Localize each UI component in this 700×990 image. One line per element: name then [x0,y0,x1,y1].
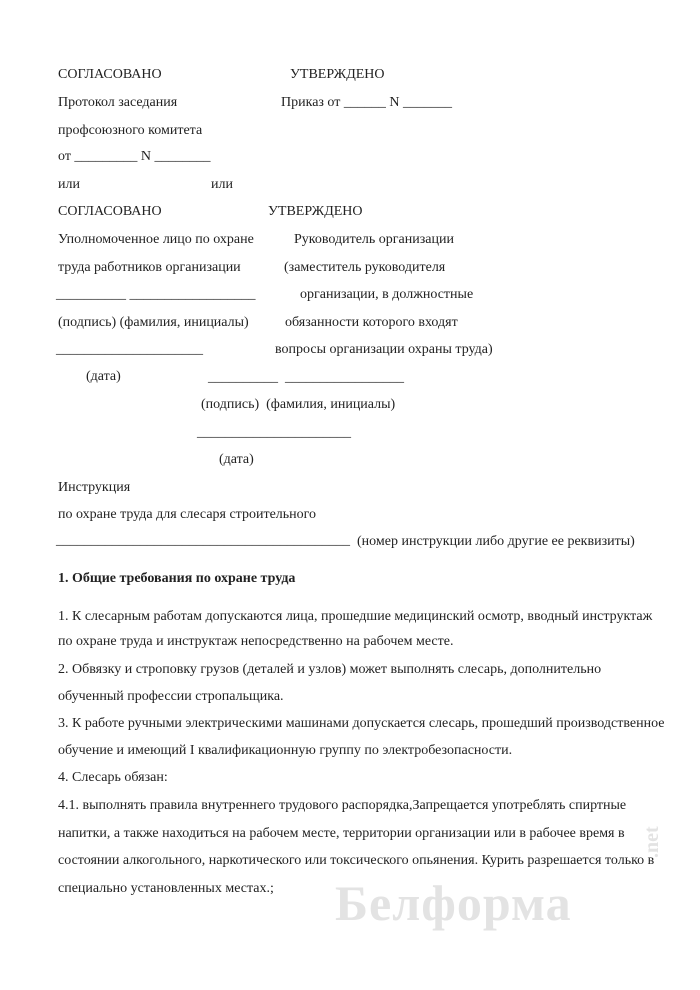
authorized-person-line-2: труда работников организации [58,260,241,275]
paragraph-line: по охране труда и инструктаж непосредственно на рабочем месте. [58,634,454,649]
approved-title-2: УТВЕРЖДЕНО [268,204,363,219]
instruction-title: Инструкция [58,480,131,495]
watermark-suffix: .net [641,826,663,858]
watermark-logo: Белформа [335,875,572,931]
authorized-person-line-1: Уполномоченное лицо по охране [58,232,254,247]
approved-title-1: УТВЕРЖДЕНО [290,67,385,82]
signature-lines-right: __________ _________________ [208,370,404,385]
paragraph-line: 4. Слесарь обязан: [58,770,168,785]
instruction-number-line: __________________________________________ [56,533,350,548]
union-line: профсоюзного комитета [58,123,203,138]
paragraph-line: специально установленных местах.; [58,881,274,896]
paragraph-line: напитки, а также находиться на рабочем месте, территории организации или в рабочее время в [58,826,625,841]
paragraph-line: состоянии алкогольного, наркотического или токсического опьянения. Курить разрешается только в [58,853,655,868]
instruction-subtitle: по охране труда для слесаря строительного [58,507,317,522]
date-caption-left: (дата) [86,369,121,384]
protocol-line: Протокол заседания [58,95,178,110]
protocol-from-line: от _________ N ________ [58,149,211,164]
agreed-title-1: СОГЛАСОВАНО [58,67,162,82]
manager-line-2: (заместитель руководителя [284,260,446,275]
manager-line-5: вопросы организации охраны труда) [275,342,493,357]
instruction-number-caption: (номер инструкции либо другие ее реквизиты) [357,534,635,549]
or-right: или [211,177,233,192]
signature-caption-right: (подпись) (фамилия, инициалы) [201,397,396,412]
signature-lines-left: __________ __________________ [56,287,256,302]
manager-line-3: организации, в должностные [300,287,474,302]
section-heading: 1. Общие требования по охране труда [58,571,296,586]
paragraph-line: 2. Обвязку и строповку грузов (деталей и узлов) может выполнять слесарь, дополнительно [58,662,602,677]
agreed-title-2: СОГЛАСОВАНО [58,204,162,219]
manager-line-1: Руководитель организации [294,232,454,247]
paragraph-line: 4.1. выполнять правила внутреннего трудового распорядка,Запрещается употреблять спиртные [58,798,627,813]
signature-caption-left: (подпись) (фамилия, инициалы) [58,315,249,330]
date-caption-right: (дата) [219,452,254,467]
date-line-left: _____________________ [56,342,203,357]
paragraph-line: 3. К работе ручными электрическими машинами допускается слесарь, прошедший производственное [58,716,665,731]
paragraph-line: обученный профессии стропальщика. [58,689,284,704]
paragraph-line: обучение и имеющий I квалификационную группу по электробезопасности. [58,743,513,758]
or-left: или [58,177,80,192]
paragraph-line: 1. К слесарным работам допускаются лица, прошедшие медицинский осмотр, вводный инструктаж [58,609,653,624]
date-line-right: ______________________ [197,425,351,440]
order-line: Приказ от ______ N _______ [281,95,452,110]
manager-line-4: обязанности которого входят [285,315,458,330]
